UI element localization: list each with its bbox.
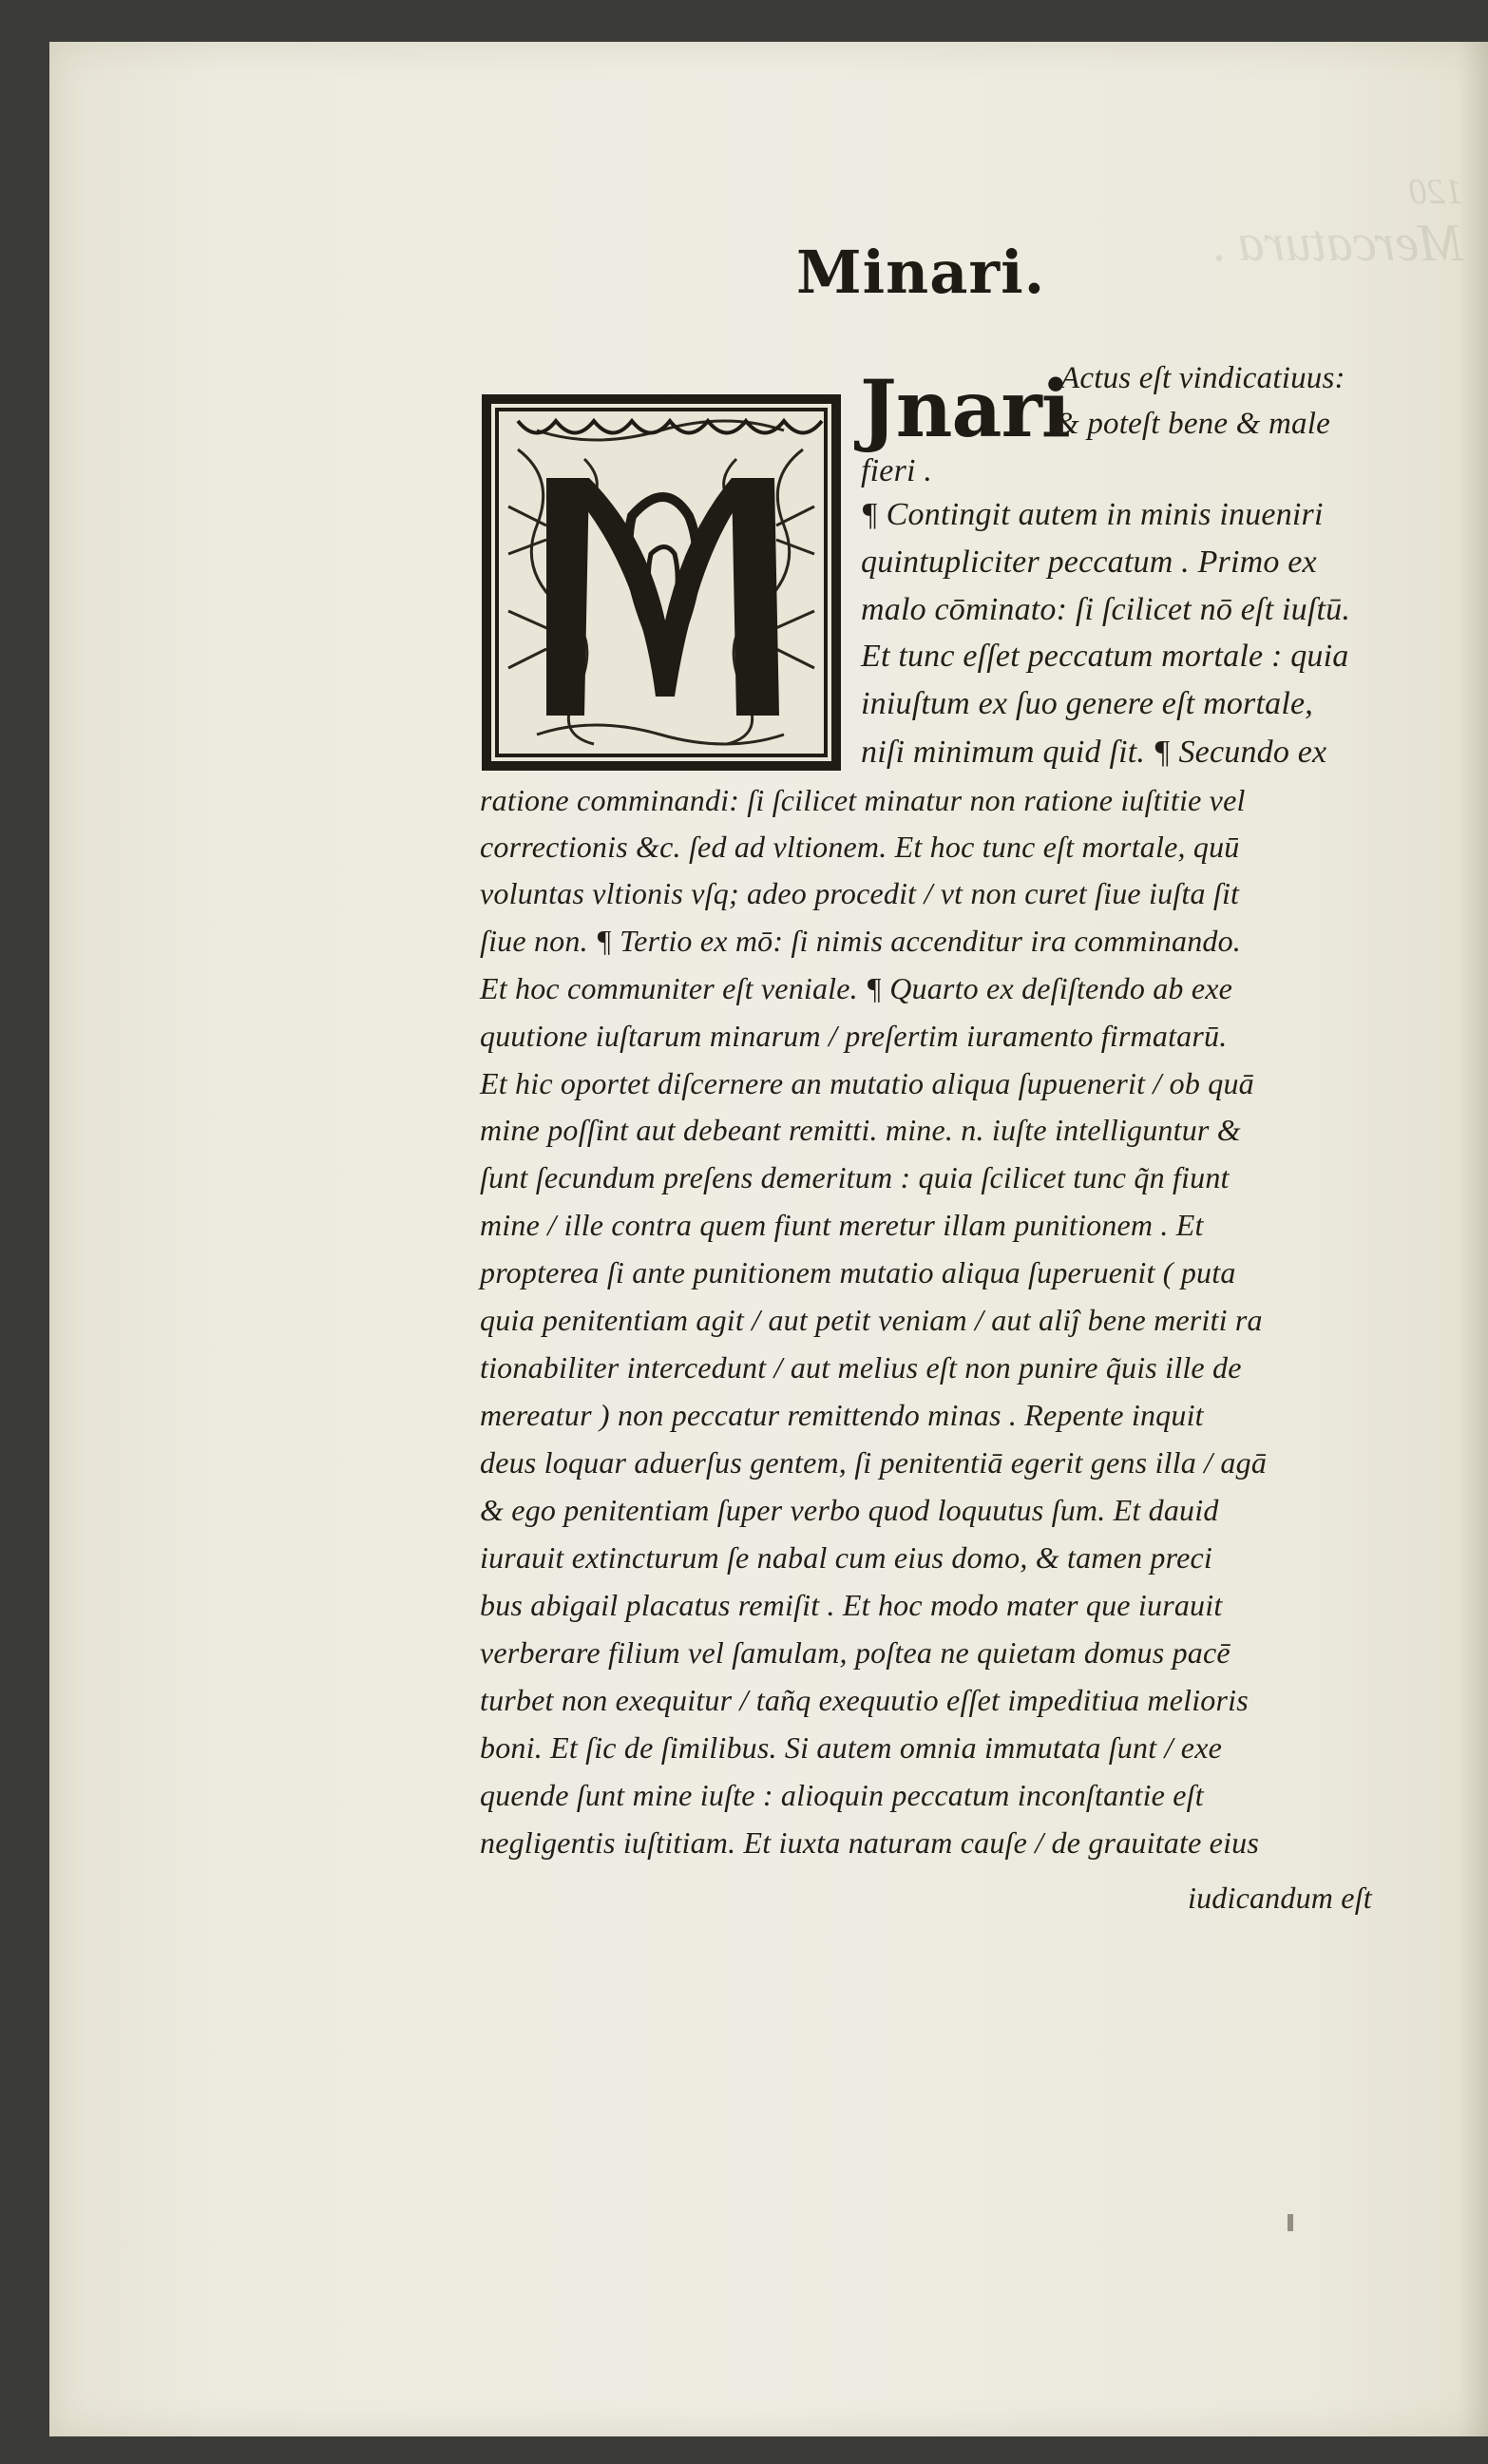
text-line: negligentis iuſtitiam. Et iuxta naturam cauſe / de grauitate eius: [480, 1825, 1260, 1860]
text-line: iudicandum eſt: [1188, 1881, 1372, 1915]
text-line: quia penitentiam agit / aut petit veniam / aut aliĵ bene meriti ra: [480, 1303, 1263, 1337]
text-line: boni. Et ſic de ſimilibus. Si autem omnia immutata ſunt / exe: [480, 1730, 1222, 1765]
text-line: turbet non exequitur / tañq exequutio eſſet impeditiua melioris: [480, 1683, 1249, 1717]
text-line: quende ſunt mine iuſte : alioquin peccatum inconſtantie eſt: [480, 1778, 1204, 1812]
text-line: propterea ſi ante punitionem mutatio aliqua ſuperuenit ( puta: [480, 1255, 1236, 1289]
incipit-word: Jnari: [860, 364, 1070, 455]
chapter-heading: Minari.: [796, 238, 1046, 307]
text-line: & poteſt bene & male: [1055, 407, 1330, 441]
text-line: voluntas vltionis vſq; adeo procedit / vt non curet ſiue iuſta ſit: [480, 876, 1240, 910]
text-line: Et hoc communiter eſt veniale. ¶ Quarto ex deſiſtendo ab exe: [480, 971, 1233, 1005]
text-line: Actus eſt vindicatiuus:: [1060, 361, 1345, 395]
text-line: ratione comminandi: ſi ſcilicet minatur non ratione iuſtitie vel: [480, 783, 1246, 817]
text-line: mine poſſint aut debeant remitti. mine. n. iuſte intelliguntur &: [480, 1113, 1241, 1147]
woodcut-initial-m: [480, 392, 843, 773]
text-line: iniuſtum ex ſuo genere eſt mortale,: [861, 686, 1313, 721]
text-line: deus loquar aduerſus gentem, ſi penitentiā egerit gens illa / agā: [480, 1445, 1268, 1480]
text-line: mine / ille contra quem fiunt meretur illam punitionem . Et: [480, 1208, 1204, 1242]
text-line: mereatur ) non peccatur remittendo minas . Repente inquit: [480, 1398, 1204, 1432]
text-line: verberare filium vel ſamulam, poſtea ne quietam domus pacē: [480, 1635, 1230, 1670]
text-line: quintupliciter peccatum . Primo ex: [861, 544, 1317, 580]
text-line: bus abigail placatus remiſit . Et hoc modo mater que iurauit: [480, 1588, 1223, 1622]
text-line: niſi minimum quid ſit. ¶ Secundo ex: [861, 735, 1327, 770]
margin-speck: [1288, 2214, 1293, 2231]
text-line: ¶ Contingit autem in minis inueniri: [861, 497, 1324, 532]
text-line: correctionis &c. ſed ad vltionem. Et hoc tunc eſt mortale, quū: [480, 830, 1240, 864]
text-line: ſunt ſecundum preſens demeritum : quia ſcilicet tunc q̃n fiunt: [480, 1160, 1230, 1194]
text-line: quutione iuſtarum minarum / preſertim iuramento firmatarū.: [480, 1019, 1228, 1053]
text-line: Et tunc eſſet peccatum mortale : quia: [861, 639, 1349, 674]
text-line: tionabiliter intercedunt / aut melius eſt non punire q̃uis ille de: [480, 1350, 1242, 1385]
text-line: ſiue non. ¶ Tertio ex mō: ſi nimis accenditur ira comminando.: [480, 924, 1242, 958]
text-line: & ego penitentiam ſuper verbo quod loquutus ſum. Et dauid: [480, 1493, 1219, 1527]
text-line: Et hic oportet diſcernere an mutatio aliqua ſupuenerit / ob quā: [480, 1066, 1254, 1100]
text-line: iurauit extincturum ſe nabal cum eius domo, & tamen preci: [480, 1540, 1212, 1575]
text-line: malo cōminato: ſi ſcilicet nō eſt iuſtū.: [861, 592, 1351, 627]
text-line: fieri .: [861, 453, 933, 488]
